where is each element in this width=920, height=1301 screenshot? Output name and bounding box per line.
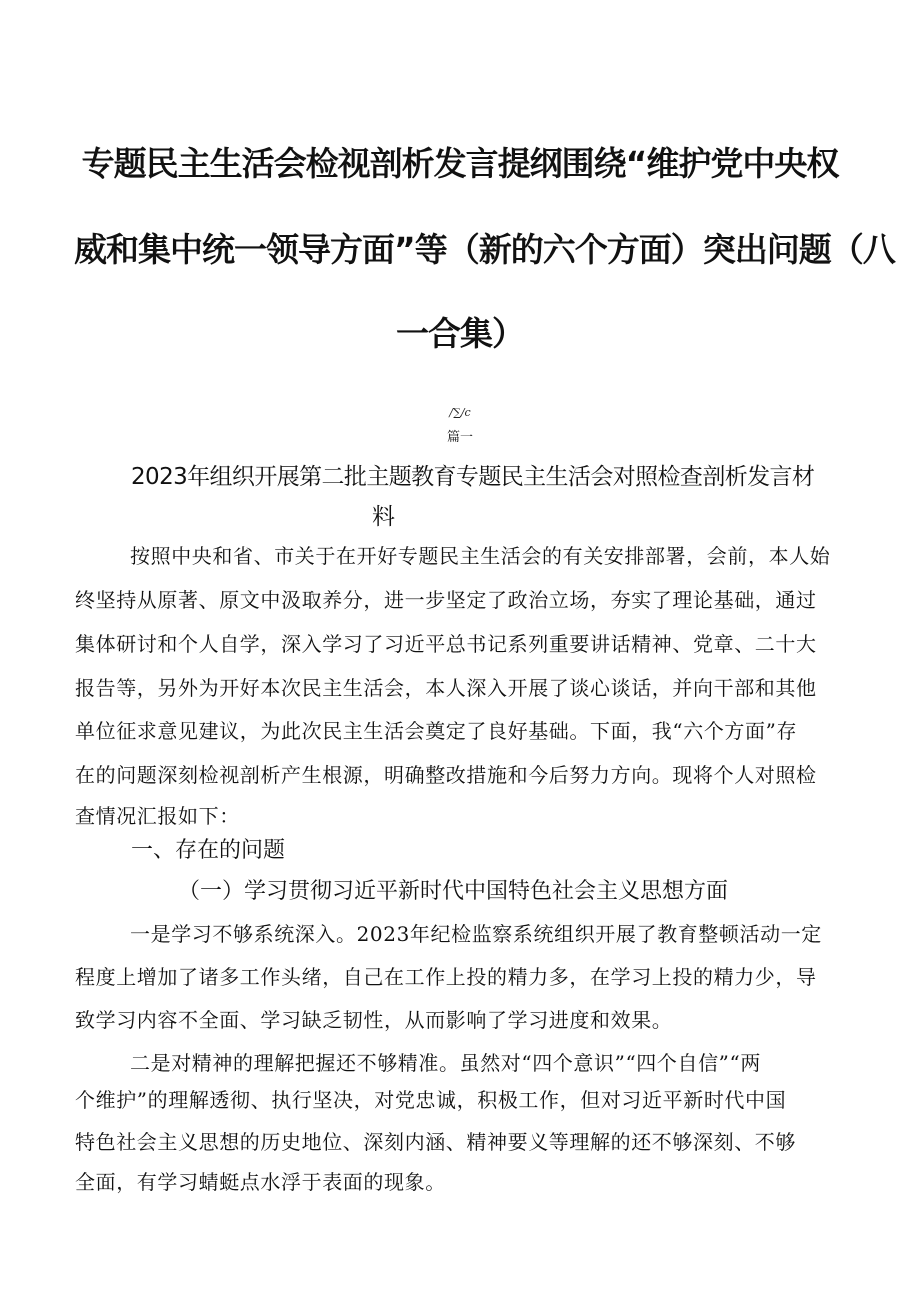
subtitle-line-2: 料: [372, 504, 395, 530]
part-label: 篇一: [446, 430, 473, 445]
paragraph-line: 集体研讨和个人自学，深入学习了习近平总书记系列重要讲话精神、党章、二十大: [75, 632, 817, 656]
paragraph-line: 程度上增加了诸多工作头绪，自己在工作上投的精力多，在学习上投的精力少，导: [75, 965, 817, 989]
paragraph-line: 致学习内容不全面、学习缺乏韧性，从而影响了学习进度和效果。: [75, 1008, 673, 1032]
paragraph-line: 终坚持从原著、原文中汲取养分，进一步坚定了政治立场，夯实了理论基础，通过: [75, 588, 817, 612]
paragraph-line: 二是对精神的理解把握还不够精准。虽然对“四个意识”“四个自信”“两: [130, 1051, 761, 1075]
paragraph-line: 按照中央和省、市关于在开好专题民主生活会的有关安排部署，会前，本人始: [130, 544, 831, 568]
paragraph-line: 特色社会主义思想的历史地位、深刻内涵、精神要义等理解的还不够深刻、不够: [75, 1130, 796, 1154]
document-title-line-1: 专题民主生活会检视剖析发言提纲围绕“维护党中央权: [81, 144, 839, 183]
section-heading: 一、存在的问题: [131, 838, 286, 863]
paragraph-line: 全面，有学习蜻蜓点水浮于表面的现象。: [75, 1170, 446, 1194]
paragraph-line: 个维护”的理解透彻、执行坚决，对党忠诚，积极工作，但对习近平新时代中国: [75, 1088, 787, 1112]
paragraph-line: 在的问题深刻检视剖析产生根源，明确整改措施和今后努力方向。现将个人对照检: [75, 763, 817, 787]
paragraph-line: 查情况汇报如下：: [75, 804, 240, 828]
paragraph-line: 一是学习不够系统深入。2023年纪检监察系统组织开展了教育整顿活动一定: [130, 922, 822, 946]
document-title-line-2: 威和集中统一领导方面”等（新的六个方面）突出问题（八: [74, 230, 895, 269]
subtitle-line-1: 2023年组织开展第二批主题教育专题民主生活会对照检查剖析发言材: [131, 464, 815, 490]
document-title-line-3: 一合集）: [396, 314, 524, 353]
paragraph-line: 单位征求意见建议，为此次民主生活会奠定了良好基础。下面，我“六个方面”存: [75, 719, 798, 743]
decorative-glyph: /∑/c: [449, 406, 471, 419]
paragraph-line: 报告等，另外为开好本次民主生活会，本人深入开展了谈心谈话，并向干部和其他: [75, 676, 817, 700]
subsection-heading: （一）学习贯彻习近平新时代中国特色社会主义思想方面: [178, 879, 729, 904]
